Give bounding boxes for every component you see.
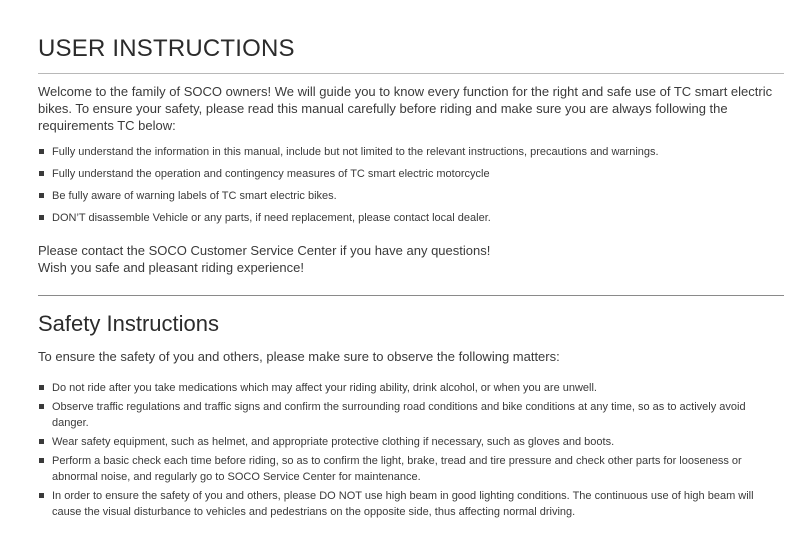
bullet-square-icon: [39, 193, 44, 198]
list-item: [38, 210, 784, 226]
list-item-text: Fully understand the operation and contingency measures of TC smart electric motorcycle: [52, 168, 490, 180]
safety-instructions-title: Safety Instructions: [38, 311, 219, 336]
list-item: [38, 188, 784, 204]
list-item: [38, 166, 784, 182]
bullet-square-icon: [39, 215, 44, 220]
section-divider: [38, 295, 784, 296]
list-item-text: Perform a basic check each time before riding, so as to confirm the light, brake, tread and tire pressure and check other parts for looseness or abnormal noise, and regularly go to SOCO Service Center for maintenance.: [52, 455, 742, 483]
section-divider: [38, 73, 784, 74]
user-instructions-list: [38, 144, 784, 232]
bullet-square-icon: [39, 493, 44, 498]
bullet-square-icon: [39, 404, 44, 409]
list-item-text: Be fully aware of warning labels of TC smart electric bikes.: [52, 190, 337, 202]
safety-instructions-intro: To ensure the safety of you and others, please make sure to observe the following matters:: [38, 349, 560, 364]
list-item-text: DON’T disassemble Vehicle or any parts, if need replacement, please contact local dealer.: [52, 212, 491, 224]
list-item: [38, 453, 784, 485]
safety-instructions-list: [38, 380, 784, 523]
contact-note: [38, 242, 490, 276]
contact-line-1: Please contact the SOCO Customer Service Center if you have any questions!: [38, 243, 491, 258]
user-instructions-title: USER INSTRUCTIONS: [38, 35, 295, 62]
list-item-text: Wear safety equipment, such as helmet, and appropriate protective clothing if necessary, such as gloves and boots.: [52, 436, 615, 448]
list-item-text: Do not ride after you take medications which may affect your riding ability, drink alcohol, or when you are unwell.: [52, 382, 597, 394]
list-item-text: Observe traffic regulations and traffic signs and confirm the surrounding road conditions and bike conditions at any time, so as to actively avoid danger.: [52, 401, 746, 429]
bullet-square-icon: [39, 385, 44, 390]
list-item: [38, 488, 784, 520]
list-item: [38, 380, 784, 396]
user-instructions-intro: Welcome to the family of SOCO owners! We will guide you to know every function for the right and safe use of TC smart electric bikes. To ensure your safety, please read this manual carefully before riding and make sure you are always following the requirements TC below:: [38, 84, 773, 133]
bullet-square-icon: [39, 171, 44, 176]
list-item: [38, 144, 784, 160]
bullet-square-icon: [39, 439, 44, 444]
list-item-text: In order to ensure the safety of you and others, please DO NOT use high beam in good lighting conditions. The continuous use of high beam will cause the visual disturbance to vehicles and pedestrians on the opposite side, thus affecting normal driving.: [52, 490, 754, 518]
contact-line-2: Wish you safe and pleasant riding experience!: [38, 260, 304, 275]
list-item: [38, 434, 784, 450]
list-item: [38, 399, 784, 431]
bullet-square-icon: [39, 149, 44, 154]
list-item-text: Fully understand the information in this manual, include but not limited to the relevant instructions, precautions and warnings.: [52, 146, 659, 158]
bullet-square-icon: [39, 458, 44, 463]
